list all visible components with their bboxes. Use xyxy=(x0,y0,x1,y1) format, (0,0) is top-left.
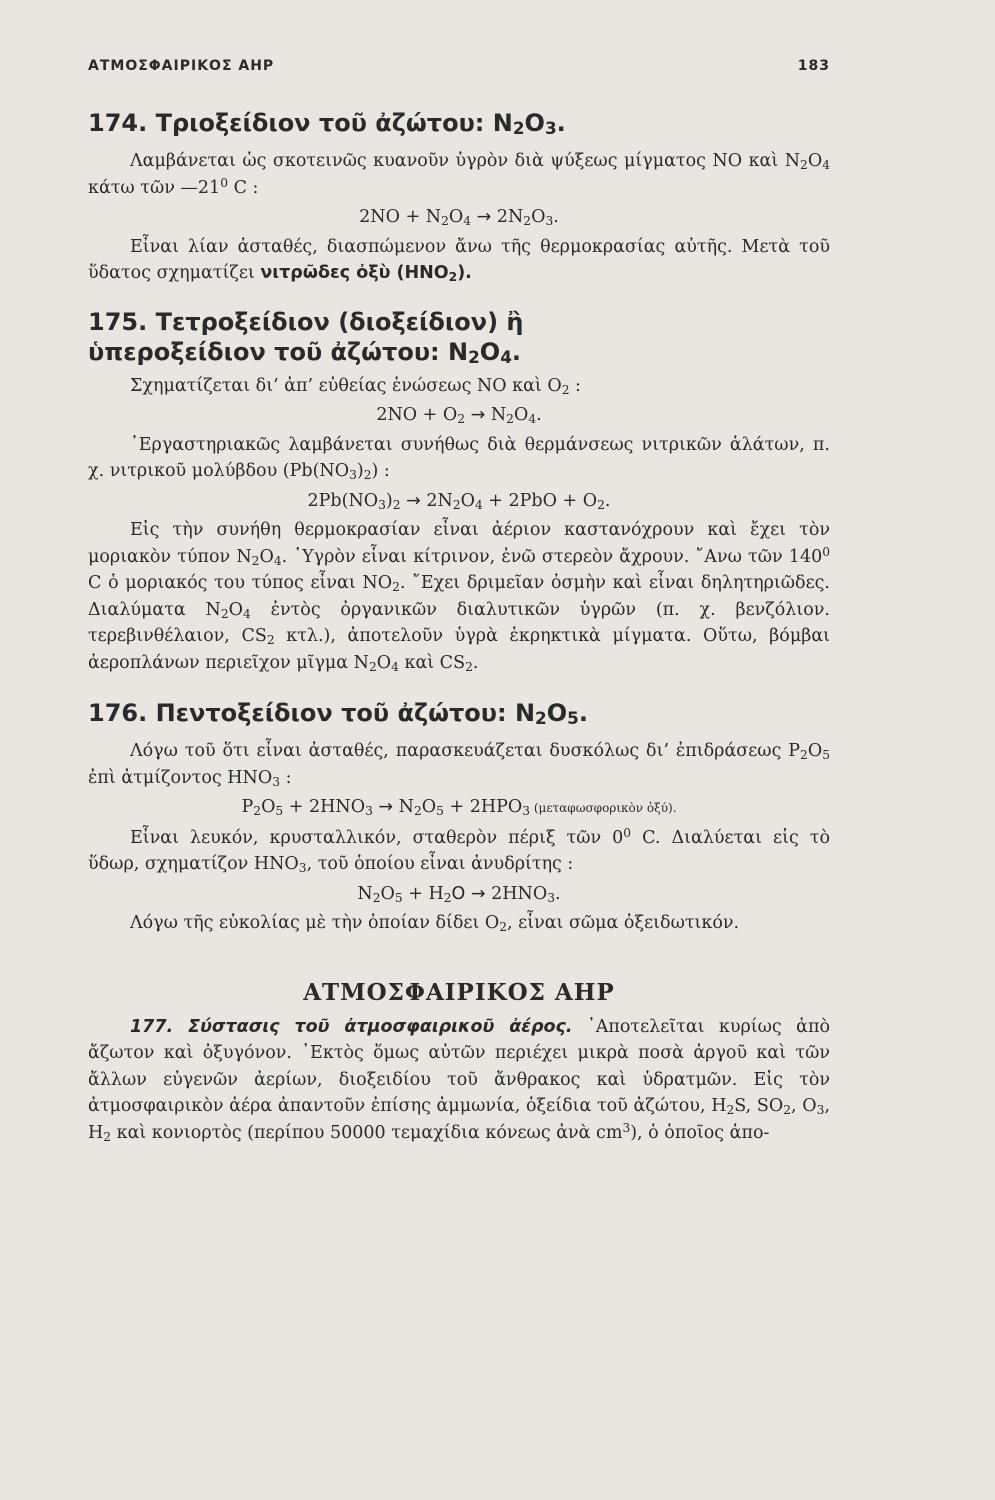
section-176-heading: 176. Πεντοξείδιον τοῦ ἀζώτου: $N_2O_5$. xyxy=(88,699,588,728)
section-174-paragraph-1: Λαμβάνεται ὡς σκοτεινῶς κυανοῦν ὑγρὸν διὰ ψύξεως μίγματος NO καὶ $N_2O_4$ κάτω τῶν $—21^0$ C : xyxy=(88,151,830,198)
section-175-heading: 175. Τετροξείδιον (διοξείδιον) ἢ ὑπεροξείδιον τοῦ ἀζώτου: $N_2O_4$. xyxy=(88,307,524,367)
section-176-paragraph-2: Εἶναι λευκόν, κρυσταλλικόν, σταθερὸν πέριξ τῶν $0^0$ C. Διαλύεται εἰς τὸ ὕδωρ, σχηματίζον $HNO_3$, τοῦ ὁποίου εἶναι ἀνυδρίτης : xyxy=(88,825,831,875)
section-175-equation-2: $2Pb(NO_3)_2 \to 2N_2O_4 + 2PbO + O_2$. xyxy=(307,490,611,512)
section-176-paragraph-1: Λόγω τοῦ ὅτι εἶναι ἀσταθές, παρασκευάζεται δυσκόλως δι’ ἐπιδράσεως $P_2O_5$ ἐπὶ ἀτμίζοντος $HNO_3$ : xyxy=(88,741,830,789)
page-body xyxy=(88,100,830,1146)
page-header xyxy=(88,58,830,74)
section-175-paragraph-3: Εἰς τὴν συνήθη θερμοκρασίαν εἶναι ἀέριον καστανόχρουν καὶ ἔχει τὸν μοριακὸν τύπον $N_2O_4$. ῾Υγρὸν εἶναι κίτρινον, ἐνῶ στερεὸν ἄχρουν. ῎Ανω τῶν $140^0$ C ὁ μοριακός του τύπος εἶναι $NO_2$. ῎Εχει δριμεῖαν ὀσμὴν καὶ εἶναι δηλητηριῶδες. Διαλύματα $N_2O_4$ ἐντὸς ὀργανικῶν διαλυτικῶν ὑγρῶν (π. χ. βενζόλιον. τερεβινθέλαιον, $CS_2$ κτλ.), ἀποτελοῦν ὑγρὰ ἐκρηκτικὰ μίγματα. Οὕτω, βόμβαι ἀεροπλάνων περιεῖχον μῖγμα $N_2O_4$ καὶ $CS_2$. xyxy=(88,520,831,674)
section-175-equation-1: $2NO + O_2 \to N_2O_4$. xyxy=(376,405,542,426)
section-175-paragraph-2: ᾿Εργαστηριακῶς λαμβάνεται συνήθως διὰ θερμάνσεως νιτρικῶν ἁλάτων, π. χ. νιτρικοῦ μολύβδου $(Pb(NO_3)_2)$ : xyxy=(88,434,830,482)
section-174-equation: $2NO + N_2O_4 \to 2N_2O_3$. xyxy=(359,207,559,228)
section-176-equation-1: $P_2O_5 + 2HNO_3 \to N_2O_5 + 2HPO_3$ (μεταφωσφορικὸν ὀξύ). xyxy=(241,797,677,818)
section-174-paragraph-2: Εἶναι λίαν ἀσταθές, διασπώμενον ἄνω τῆς θερμοκρασίας αὐτῆς. Μετὰ τοῦ ὕδατος σχηματίζει νιτρῶδες ὀξὺ $(HNO_2)$. xyxy=(88,236,830,284)
section-177-heading: 177. Σύστασις τοῦ ἀτμοσφαιρικοῦ ἀέρος. xyxy=(130,1016,573,1037)
section-175-paragraph-1: Σχηματίζεται δι’ ἀπ’ εὐθείας ἑνώσεως NO καὶ $O_2$ : xyxy=(130,375,581,397)
section-174-formula: $N_2O_3$. xyxy=(492,109,566,138)
section-175-formula: $N_2O_4$. xyxy=(448,337,521,367)
section-176-paragraph-3: Λόγω τῆς εὐκολίας μὲ τὴν ὁποίαν δίδει $O_2$, εἶναι σῶμα ὀξειδωτικόν. xyxy=(130,913,740,934)
page-number: 183 xyxy=(797,58,830,74)
chapter-title: ΑΤΜΟΣΦΑΙΡΙΚΟΣ ΑΗΡ xyxy=(303,978,615,1006)
section-176-formula: $N_2O_5$. xyxy=(514,699,588,728)
section-177-paragraph: 177. Σύστασις τοῦ ἀτμοσφαιρικοῦ ἀέρος. ᾿Αποτελεῖται κυρίως ἀπὸ ἄζωτον καὶ ὀξυγόνον. ᾿Εκτὸς ὅμως αὐτῶν περιέχει μικρὰ ποσὰ ἀργοῦ καὶ τῶν ἄλλων εὐγενῶν ἀερίων, διοξειδίου τοῦ ἄνθρακος καὶ ὑδρατμῶν. Εἰς τὸν ἀτμοσφαιρικὸν ἀέρα ἀπαντοῦν ἐπίσης ἀμμωνία, ὀξείδια τοῦ ἀζώτου, $H_2S$, $SO_2$, $O_3$, $H_2$ καὶ κονιορτὸς (περίπου 50000 τεμαχίδια κόνεως ἀνὰ $cm^3$), ὁ ὁποῖος ἀπο- xyxy=(88,1016,831,1144)
section-174-heading: 174. Τριοξείδιον τοῦ ἀζώτου: $N_2O_3$. xyxy=(88,109,566,138)
section-176-equation-2: $N_2O_5 + H_2O \to 2HNO_3$. xyxy=(357,883,561,905)
running-title: ΑΤΜΟΣΦΑΙΡΙΚΟΣ ΑΗΡ xyxy=(88,58,275,74)
